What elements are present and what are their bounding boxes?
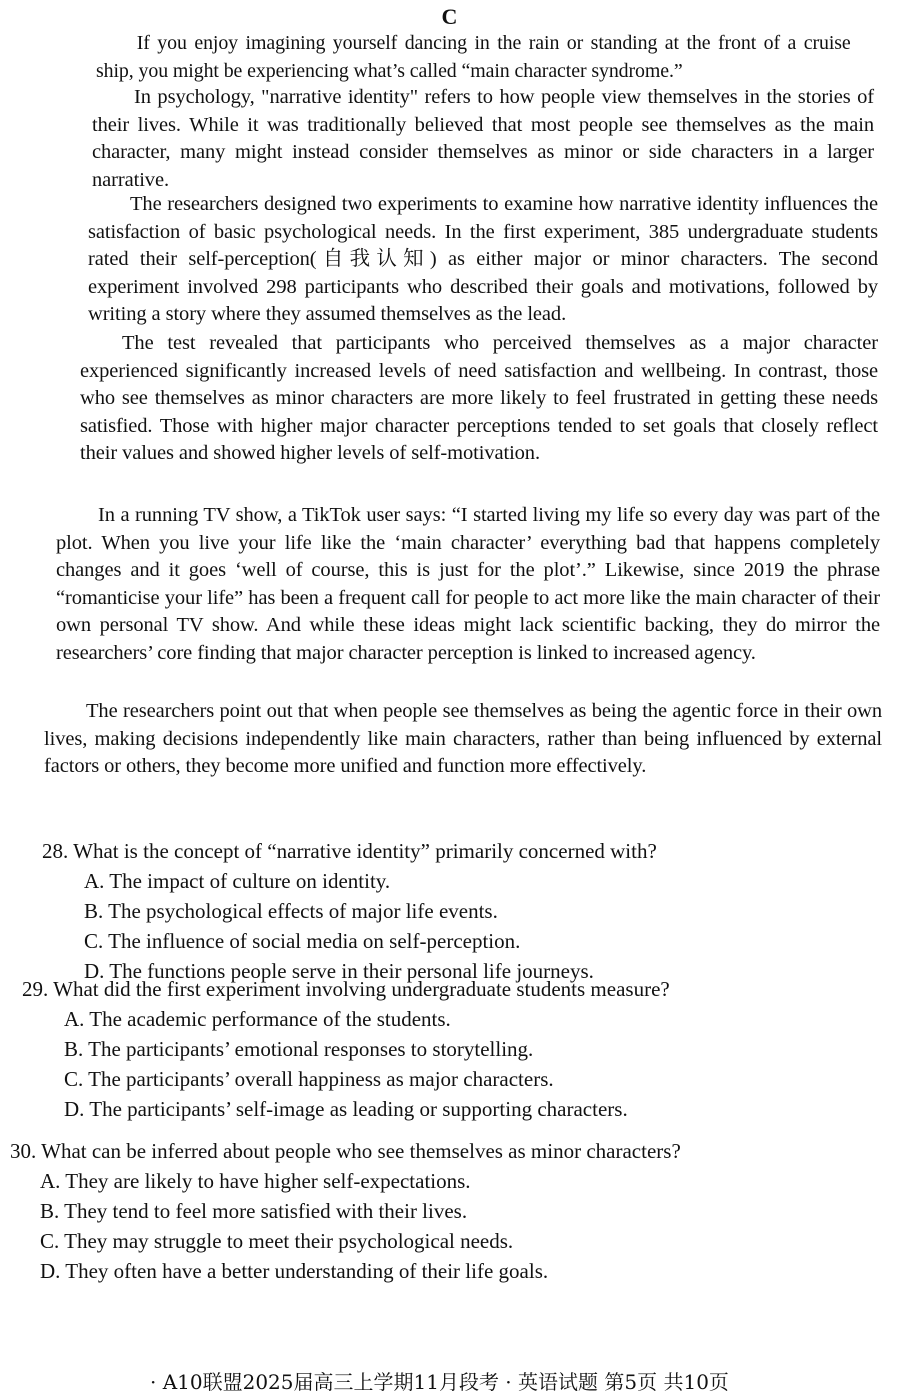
option-c: C. The influence of social media on self-perception. [84,929,521,953]
question-stem: 28. What is the concept of “narrative identity” primarily concerned with? [42,839,657,863]
question-stem: 29. What did the first experiment involving undergraduate students measure? [22,977,670,1001]
option-a: A. They are likely to have higher self-expectations. [40,1169,471,1193]
page-footer: · A10联盟2025届高三上学期11月段考 · 英语试题 第5页 共10页 [150,1370,729,1394]
option-d: D. The participants’ self-image as leading or supporting characters. [64,1097,628,1121]
option-c: C. The participants’ overall happiness as major characters. [64,1067,554,1091]
question-28 [42,836,657,986]
passage-paragraph-5: In a running TV show, a TikTok user says: “I started living my life so every day was part of the plot. When you live your life like the ‘main character’ everything bad that happens completely changes and it goes ‘well of course, this is just for the plot’.” Likewise, since 2019 the phrase “romanticise your life” has been a frequent call for people to act more like the main character of their own personal TV show. And while these ideas might lack scientific backing, they do mirror the researchers’ core finding that major character perception is linked to increased agency. [56,504,880,664]
option-a: A. The academic performance of the students. [64,1007,451,1031]
section-letter: C [441,4,459,29]
question-stem: 30. What can be inferred about people who see themselves as minor characters? [10,1139,681,1163]
passage-paragraph-2: In psychology, "narrative identity" refers to how people view themselves in the stories of their lives. While it was traditionally believed that most people see themselves as the main character, many might instead consider themselves as minor or side characters in a larger narrative. [92,86,874,191]
passage-paragraph-6: The researchers point out that when people see themselves as being the agentic force in their own lives, making decisions independently like main characters, rather than being influenced by external factors or others, they become more unified and function more effectively. [44,700,882,777]
option-c: C. They may struggle to meet their psychological needs. [40,1229,514,1253]
option-d: D. They often have a better understanding of their life goals. [40,1259,549,1283]
passage-paragraph-1: If you enjoy imagining yourself dancing in the rain or standing at the front of a cruise ship, you might be experiencing what’s called “main character syndrome.” [96,32,851,82]
question-30 [10,1136,681,1286]
passage-paragraph-3: The researchers designed two experiments to examine how narrative identity influences the satisfaction of basic psychological needs. In the first experiment, 385 undergraduate students rated their self-perception(自我认知) as either major or minor characters. The second experiment involved 298 participants who described their goals and motivations, followed by writing a story where they assumed themselves as the lead. [88,193,878,325]
option-a: A. The impact of culture on identity. [84,869,391,893]
option-b: B. The psychological effects of major life events. [84,899,498,923]
option-b: B. The participants’ emotional responses to storytelling. [64,1037,534,1061]
passage-paragraph-4: The test revealed that participants who perceived themselves as a major character experienced significantly increased levels of need satisfaction and wellbeing. In contrast, those who see themselves as minor characters are more likely to feel frustrated in getting these needs satisfied. Those with higher major character perceptions tended to set goals that closely reflect their values and showed higher levels of self-motivation. [80,332,878,464]
option-b: B. They tend to feel more satisfied with their lives. [40,1199,468,1223]
question-29 [22,974,670,1124]
option-d: D. The functions people serve in their personal life journeys. [84,959,594,983]
